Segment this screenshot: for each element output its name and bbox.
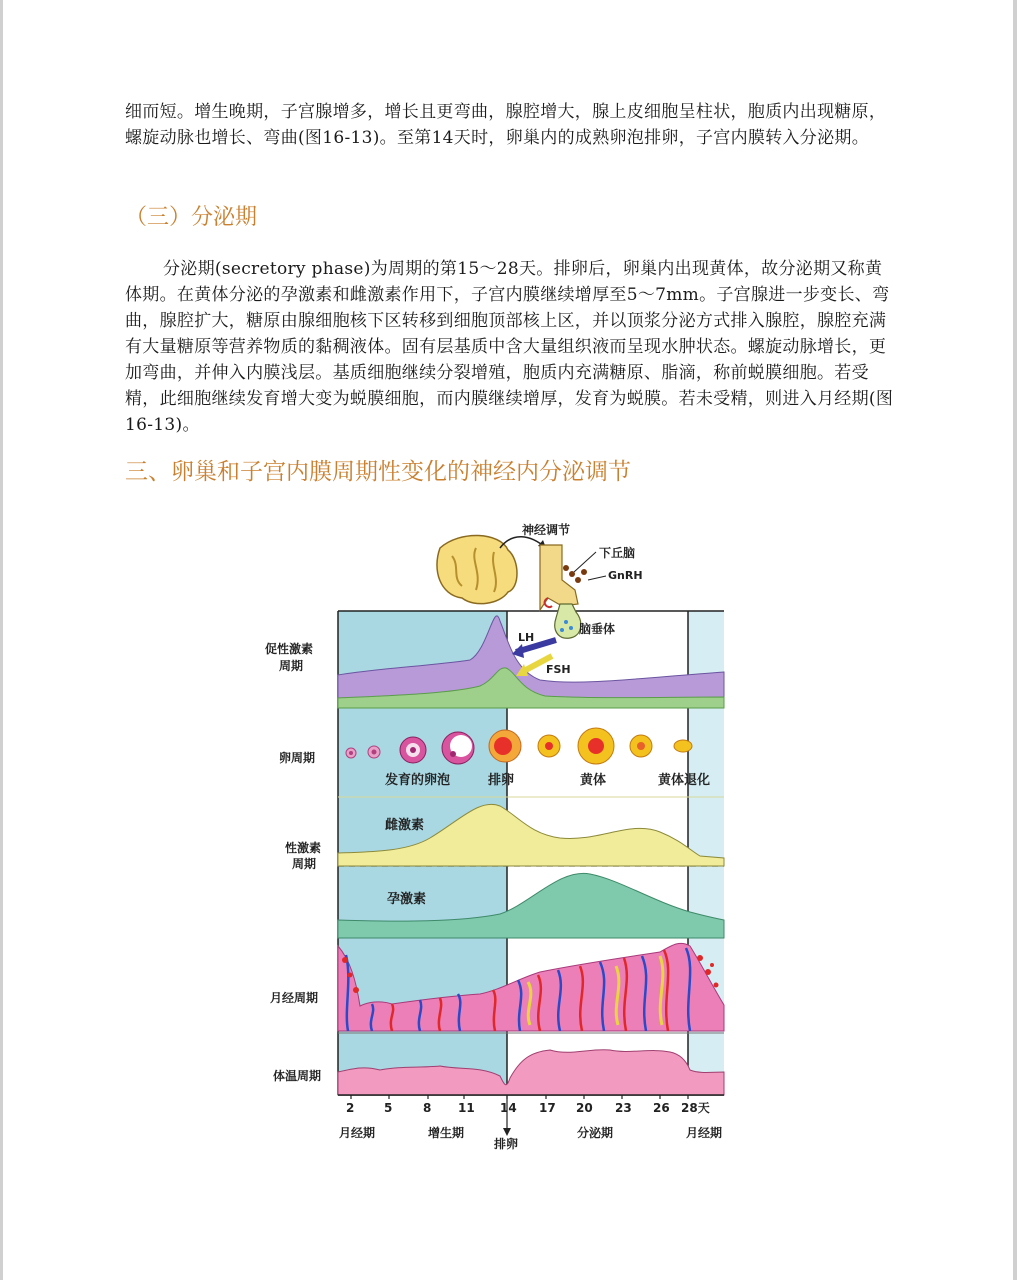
paragraph-secretory-phase: 分泌期(secretory phase)为周期的第15～28天。排卵后，卵巢内出现黄体，故分泌期又称黄体期。在黄体分泌的孕激素和雌激素作用下，子宫内膜继续增厚至5～7mm。子宫腺进一步变长、弯曲，腺腔扩大，糖原由腺细胞核下区转移到细胞顶部核上区，并以顶浆分泌方式排入腺腔，腺腔充满有大量糖原等营养物质的黏稠液体。固有层基质中含大量组织液而呈现水肿状态。螺旋动脉增长，更加弯曲，并伸入内膜浅层。基质细胞继续分裂增殖，胞质内充满糖原、脂滴，称前蜕膜细胞。若受精，此细胞继续发育增大变为蜕膜细胞，而内膜继续增厚，发育为蜕膜。若未受精，则进入月经期(图16-13)。 [125,259,894,435]
row-label-menstrual: 月经周期 [270,991,319,1005]
tick-day-5: 5 [384,1101,393,1115]
corpus-luteum-stages [538,728,692,764]
label-fsh: FSH [546,663,571,676]
label-developing-follicle: 发育的卵泡 [385,773,451,788]
label-corpus-luteum: 黄体 [580,773,607,788]
tick-day-26: 26 [653,1101,670,1115]
section-heading-neuroendocrine: 三、卵巢和子宫内膜周期性变化的神经内分泌调节 [125,459,631,485]
tick-day-11: 11 [458,1101,475,1115]
tick-day-8: 8 [423,1101,432,1115]
tick-day-14: 14 [500,1101,517,1115]
row-label-ovarian: 卵周期 [279,751,316,765]
label-gnrh: GnRH [608,569,643,582]
label-estrogen: 雌激素 [385,818,425,833]
phase-label-menstrual: 月经期 [339,1126,376,1140]
day-tick-labels [346,1100,710,1115]
row-label-sex-hormone-2: 周期 [292,857,317,871]
label-lh: LH [518,631,535,644]
paragraph-proliferative-late: 细而短。增生晚期，子宫腺增多，增长且更弯曲，腺腔增大，腺上皮细胞呈柱状，胞质内出现糖原，螺旋动脉也增长、弯曲(图16-13)。至第14天时，卵巢内的成熟卵泡排卵，子宫内膜转入分泌期。 [125,102,887,148]
hypothalamus-illustration [540,545,587,610]
neural-arrow [500,537,546,548]
row-label-gonadotropin-2: 周期 [279,659,304,673]
phase-labels [339,1125,722,1151]
subheading-secretory-phase: （三）分泌期 [125,205,258,230]
tick-day-2: 2 [346,1101,355,1115]
label-neural: 神经调节 [522,523,571,537]
label-pituitary: 脑垂体 [579,622,616,636]
tick-day-20: 20 [576,1101,593,1115]
phase-label-secretory: 分泌期 [577,1126,614,1140]
phase-label-menstrual-2: 月经期 [686,1126,723,1140]
row-label-gonadotropin-1: 促性激素 [265,642,314,656]
brain-illustration [437,535,517,603]
label-progesterone: 孕激素 [387,892,427,907]
tick-day-23: 23 [615,1101,632,1115]
tick-day-28: 28天 [681,1101,710,1115]
label-ovulation-event: 排卵 [488,773,515,788]
label-hypothalamus: 下丘脑 [599,546,636,560]
pituitary-illustration [555,604,581,638]
phase-label-proliferative: 增生期 [428,1126,465,1140]
tick-day-17: 17 [539,1101,556,1115]
label-luteal-regression: 黄体退化 [658,773,711,788]
phase-label-ovulation: 排卵 [494,1137,519,1151]
row-label-temperature: 体温周期 [273,1069,322,1083]
row-label-sex-hormone-1: 性激素 [285,841,322,855]
